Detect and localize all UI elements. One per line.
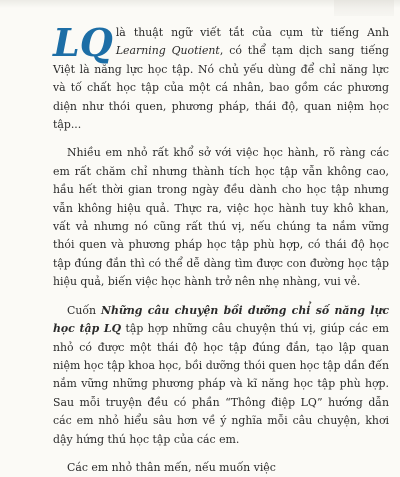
book-title: Những câu chuyện bồi dưỡng chỉ số năng lực học tập LQ: [53, 303, 389, 336]
body-text: [53, 20, 390, 477]
page-corner-shadow: [334, 0, 394, 16]
intro-text-1: là thuật ngữ viết tắt của cụm từ tiếng Anh: [115, 26, 389, 39]
paragraph-2: Nhiều em nhỏ rất khổ sở với việc học hành, rõ ràng các em rất chăm chỉ nhưng thành tích học tập vẫn không cao, hầu hết thời gian trong ngày đều dành cho học tập nhưng vẫn không hiệu quả. Thực ra, việc học hành tuy khô khan, vất vả nhưng nó cũng rất thú vị, nếu chúng ta nắm vững thói quen và phương pháp học tập phù hợp, có thái độ học tập đúng đắn thì có thể dễ dàng tìm được con đường học tập hiệu quả, biến việc học hành trở nên nhẹ nhàng, vui vẻ.: [53, 146, 389, 289]
paragraph-4: Các em nhỏ thân mến, nếu muốn việc: [67, 460, 276, 474]
dropcap-lq: LQ: [53, 20, 113, 65]
intro-paragraph: [53, 20, 390, 134]
english-term: Learning Quotient: [115, 44, 220, 58]
paragraph-3-lead: Cuốn: [67, 303, 102, 317]
intro-text-2: , có thể tạm dịch sang tiếng Việt là năng lực học tập. Nó chủ yếu dùng để chỉ năng lực và tố chất học tập của một cá nhân, bao gồm các phương diện như thói quen, phương pháp, thái độ, quan niệm học tập...: [53, 44, 390, 132]
paragraph-3-body: tập hợp những câu chuyện thú vị, giúp các em nhỏ có được một thái độ học tập đúng đắn, tạo lập quan niệm học tập khoa học, bồi dưỡng thói quen học tập dần đến nắm vững những phương pháp và kĩ năng học tập phù hợp. Sau mỗi truyện đều có phần “Thông điệp LQ” hướng dẫn các em nhỏ hiểu sâu hơn về ý nghĩa mỗi câu chuyện, khơi dậy hứng thú học tập của các em.: [53, 322, 389, 446]
paragraph-3: [53, 302, 389, 449]
